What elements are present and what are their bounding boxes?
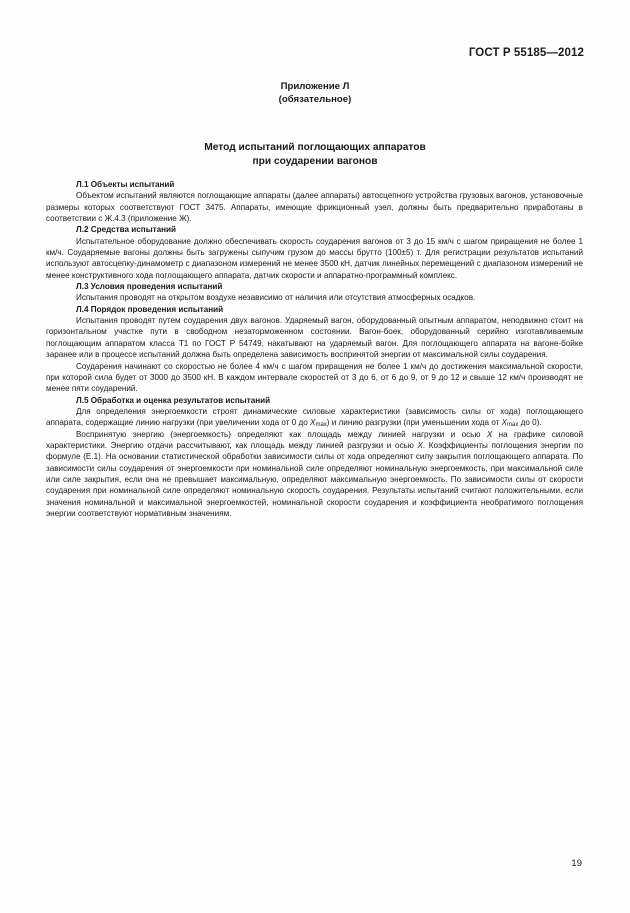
section-equipment <box>46 224 583 281</box>
annex-status: (обязательное) <box>278 94 352 105</box>
section-processing <box>46 395 583 520</box>
section-heading: Л.4 Порядок проведения испытаний <box>76 304 224 314</box>
document-body <box>46 179 583 519</box>
paragraph: Соударения начинают со скоростью не более 4 км/ч с шагом приращения не более 1 км/ч до достижения максимальной скорости, при которой сила будет от 3000 до 3500 кН. В каждом интервале скоростей от 3 до 6, от 6 до 9, от 9 до 12 и свыше 12 км/ч производят не менее пяти соударений. <box>46 361 583 394</box>
annex-heading <box>0 80 630 106</box>
section-objects <box>46 179 583 224</box>
symbol-x: X <box>417 440 423 450</box>
section-heading: Л.2 Средства испытаний <box>76 225 177 235</box>
section-heading: Л.3 Условия проведения испытаний <box>76 282 223 292</box>
method-title-line-2: при соударении вагонов <box>252 156 378 167</box>
standard-designation: ГОСТ Р 55185—2012 <box>468 47 584 59</box>
symbol-x: X <box>501 418 508 428</box>
section-heading: Л.1 Объекты испытаний <box>76 180 175 189</box>
paragraph: Испытания проводят на открытом воздухе независимо от наличия или отсутствия атмосферных осадков. <box>76 293 476 303</box>
section-heading: Л.5 Обработка и оценка результатов испытаний <box>76 395 271 405</box>
paragraph: Для определения энергоемкости строят динамические силовые характеристики (зависимость силы от хода) поглощающего аппарата, содержащие линию нагрузки (при увеличении хода от 0 до $X_{max}$) и линию разгрузки (при уменьшении хода от $X_{max}$ до 0). <box>46 406 583 429</box>
annex-title: Приложение Л <box>280 81 350 92</box>
page-number: 19 <box>571 858 582 869</box>
paragraph: Испытания проводят путем соударения двух вагонов. Ударяемый вагон, оборудованный опытным аппаратом, неподвижно стоит на горизонтальном участке пути в свободном незаторможенном состоянии. Вагон-боек, оборудованный серийно изготавливаемым поглощающим аппаратом класса Т1 по ГОСТ Р 54749, накатывают на ударяемый вагон. Для поглощающего аппарата на вагоне-бойке заранее или в процессе испытаний должна быть определена зависимость воспринятой энергии от максимальной силы соударения. <box>46 316 583 360</box>
symbol-x: X <box>486 429 493 439</box>
method-title-line-1: Метод испытаний поглощающих аппаратов <box>204 142 426 153</box>
subscript-max: max <box>507 422 519 429</box>
method-title <box>0 141 630 169</box>
paragraph: Объектом испытаний являются поглощающие аппараты (далее аппараты) автосцепного устройства грузовых вагонов, установочные размеры которых соответствуют ГОСТ 3475. Аппараты, имеющие фрикционный узел, должны быть предварительно приработаны в соответствии с Ж.4.3 (приложение Ж). <box>46 191 583 224</box>
section-conditions <box>46 281 583 304</box>
symbol-x: X <box>310 418 316 428</box>
paragraph: Испытательное оборудование должно обеспечивать скорость соударения вагонов от 3 до 15 км/ч с шагом приращения не более 1 км/ч. Соударяемые вагоны должны быть загружены сыпучим грузом до массы брутто (100±5) т. Для регистрации результатов испытаний используют автосцепку-динамометр с диапазоном измерений не менее 3500 кН, датчик линейных перемещений с диапазоном измерений не менее конструктивного хода поглощающего аппарата, датчик скорости и аппаратно-программный комплекс. <box>46 236 583 280</box>
paragraph: Воспринятую энергию (энергоемкость) определяют как площадь между линией нагрузки и осью X на графике силовой характеристики. Энергию отдачи рассчитывают, как площадь между линией разгрузки и осью X. Коэффициенты поглощения энергии по формуле (Е.1). На основании статистической обработки зависимости силы от хода определяют силу закрытия поглощающего аппарата. По зависимости силы соударения от энергоемкости при номинальной силе определяют номинальную энергоемкость, при максимальной силе или силе закрытия, если она не превышает максимальную, определяют максимальную энергоемкость. По зависимости силы от скорости соударения при номинальной силе определяют номинальную скорость соударения. Результаты испытаний считают положительными, если значения номинальной и максимальной энергоемкостей, номинальной скорости соударения и коэффициента необратимого поглощения энергии соответствуют нормативным значениям. <box>46 429 583 518</box>
subscript-max: max <box>315 422 327 429</box>
section-procedure <box>46 304 583 395</box>
